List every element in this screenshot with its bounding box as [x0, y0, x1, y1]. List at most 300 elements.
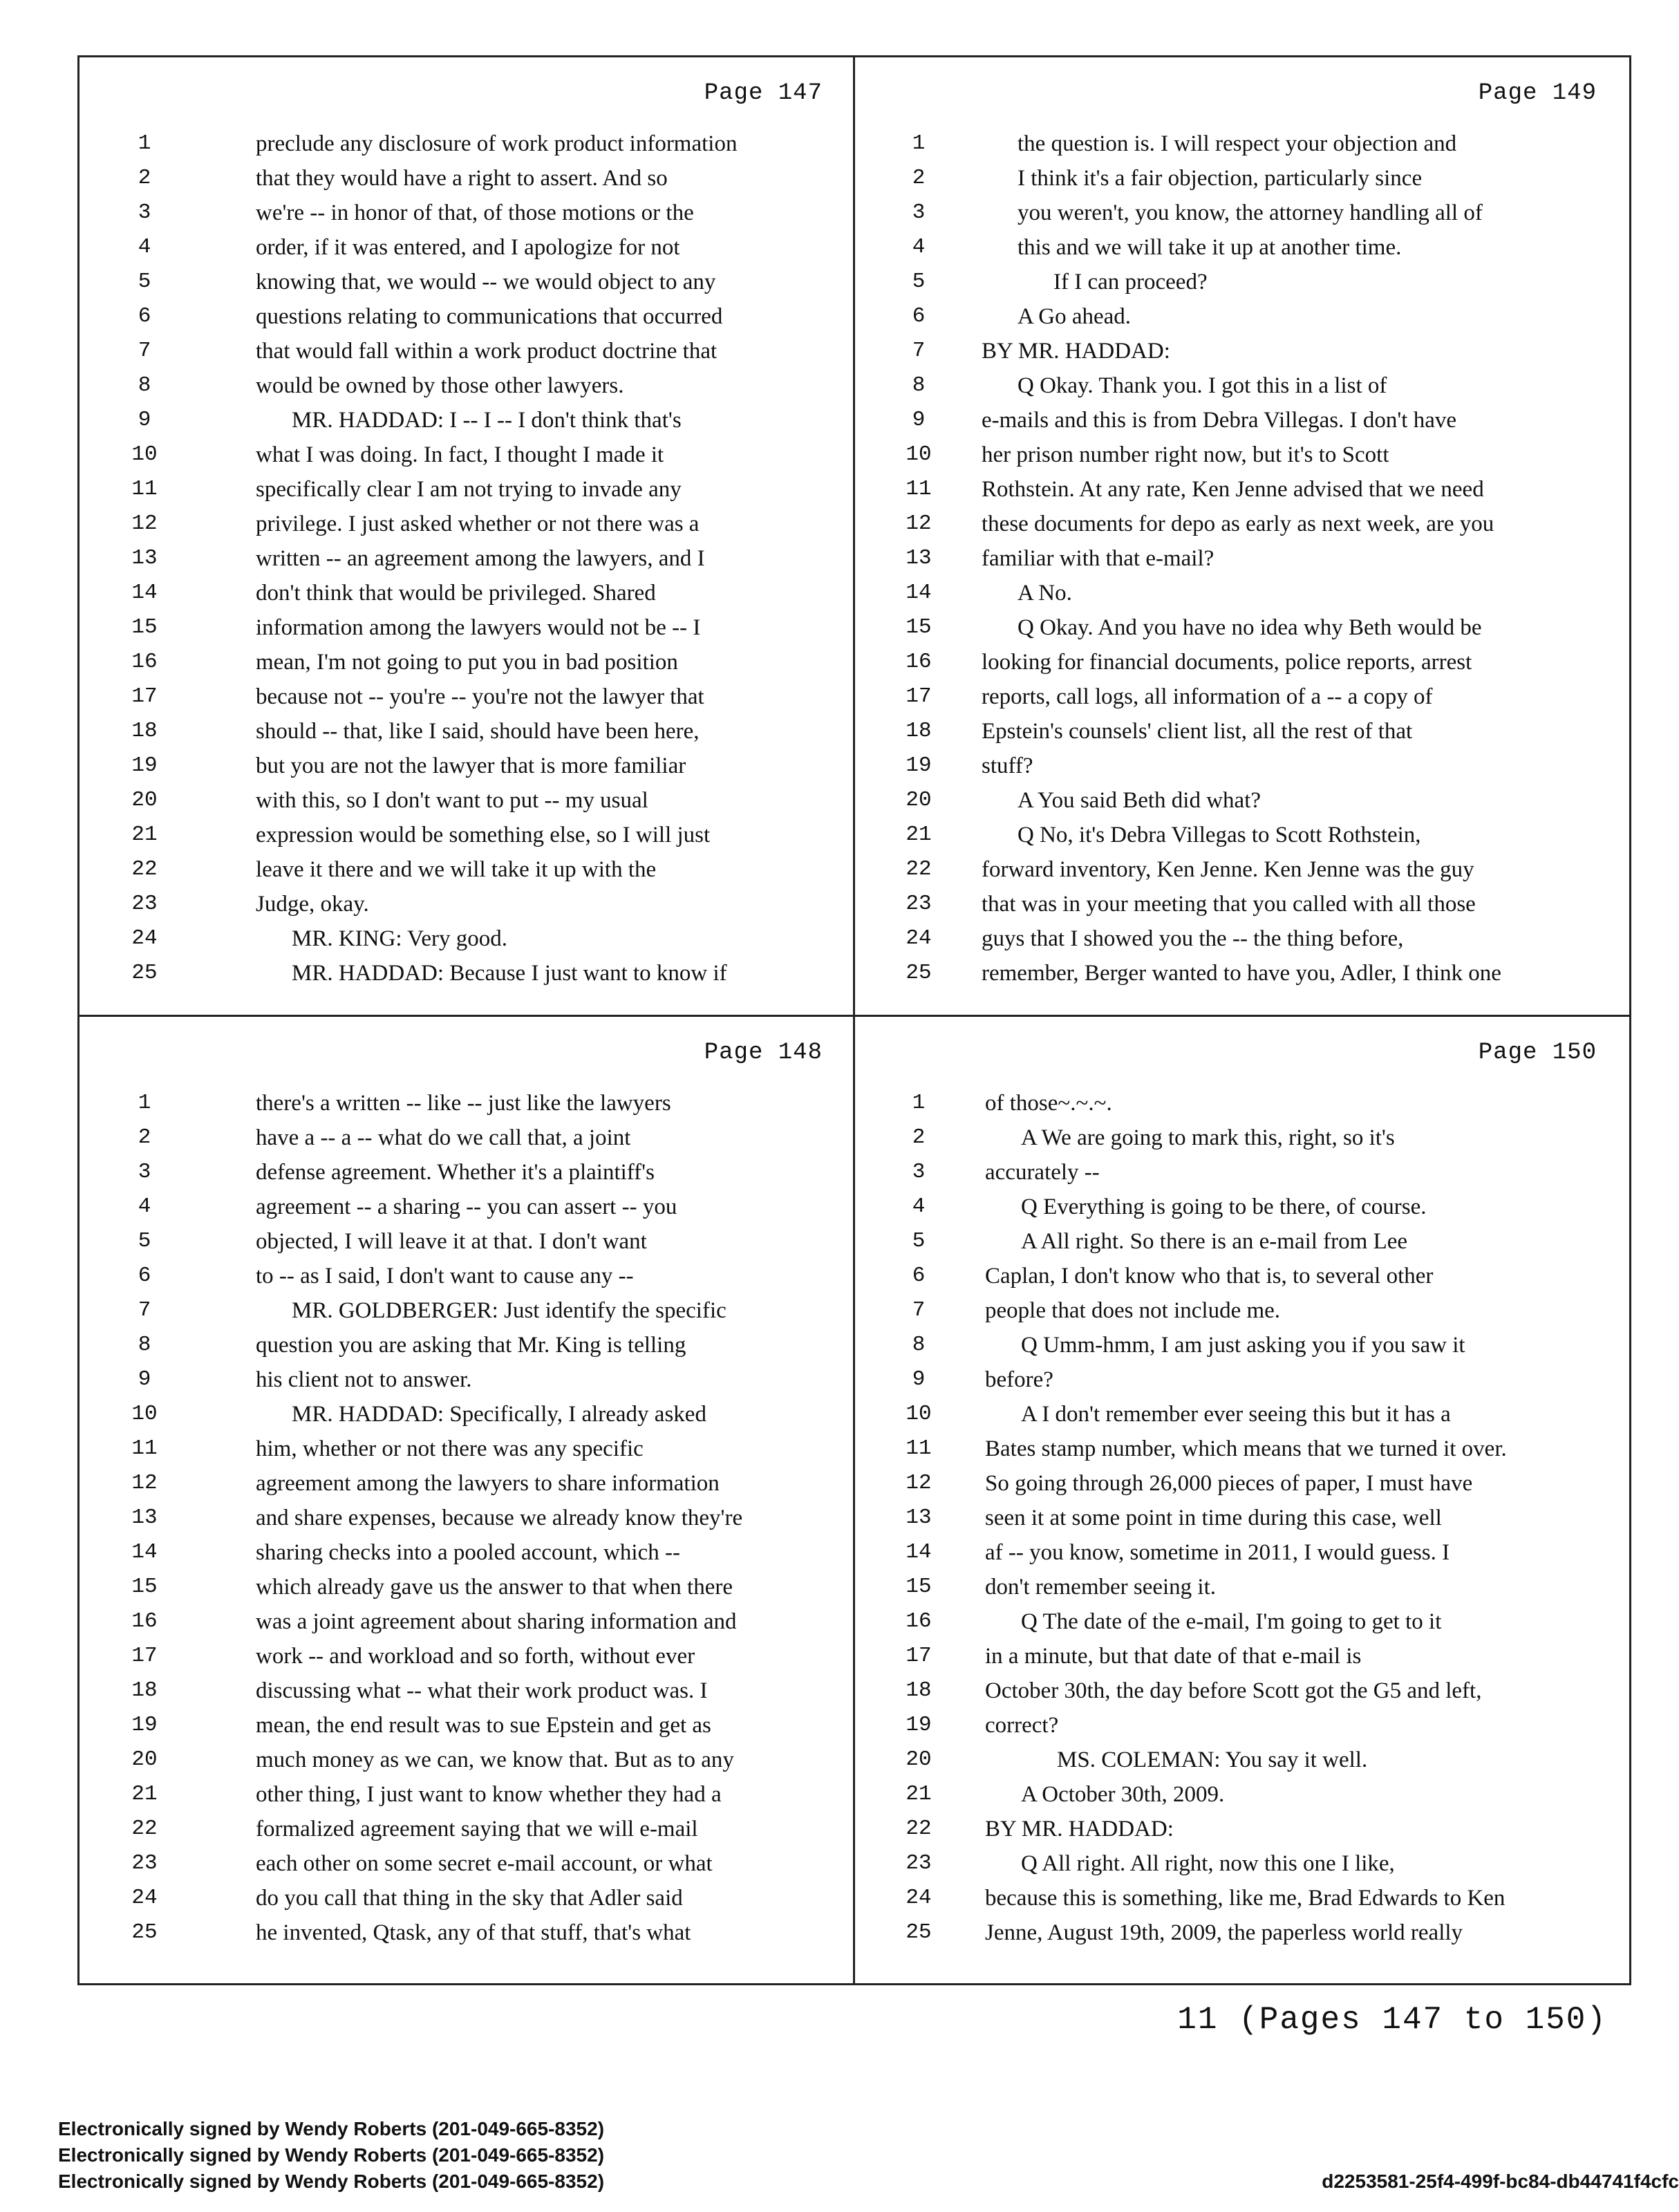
transcript-line	[83, 1606, 850, 1641]
electronic-signature: Electronically signed by Wendy Roberts (201-049-665-8352)	[58, 2118, 605, 2139]
line-number: 14	[131, 581, 158, 605]
transcript-line	[83, 716, 850, 751]
line-number: 3	[138, 200, 151, 225]
line-text: him, whether or not there was any specific	[256, 1436, 644, 1461]
transcript-line	[857, 1606, 1624, 1641]
line-text: BY MR. HADDAD:	[985, 1817, 1174, 1841]
transcript-line	[83, 647, 850, 682]
page-number-label: Page 150	[1478, 1040, 1597, 1066]
line-text: question you are asking that Mr. King is telling	[256, 1333, 686, 1358]
line-text: Epstein's counsels' client list, all the rest of that	[982, 719, 1413, 744]
transcript-line	[83, 301, 850, 336]
line-number: 19	[906, 753, 932, 778]
transcript-line	[857, 1157, 1624, 1192]
transcript-line	[857, 1537, 1624, 1572]
transcript-line	[83, 1226, 850, 1261]
line-number: 14	[906, 581, 932, 605]
line-text: written -- an agreement among the lawyers, and I	[256, 546, 705, 571]
line-number: 20	[131, 1747, 158, 1772]
line-text: which already gave us the answer to that when there	[256, 1575, 733, 1600]
line-text: objected, I will leave it at that. I don't want	[256, 1229, 647, 1254]
line-number: 3	[912, 200, 926, 225]
transcript-line	[83, 1365, 850, 1399]
line-number: 5	[138, 270, 151, 294]
transcript-line	[83, 889, 850, 924]
electronic-signature: Electronically signed by Wendy Roberts (201-049-665-8352)	[58, 2144, 605, 2166]
line-number: 16	[131, 1609, 158, 1633]
line-number: 6	[912, 304, 926, 328]
line-text: MR. GOLDBERGER: Just identify the specific	[292, 1298, 726, 1323]
line-text: there's a written -- like -- just like the lawyers	[256, 1091, 671, 1116]
line-number: 18	[131, 1678, 158, 1703]
transcript-line	[83, 543, 850, 578]
line-number: 15	[906, 1575, 932, 1599]
transcript-line	[857, 820, 1624, 854]
transcript-line	[857, 371, 1624, 405]
line-text: BY MR. HADDAD:	[982, 339, 1170, 364]
line-text: MR. HADDAD: Specifically, I already asked	[292, 1402, 706, 1427]
transcript-line	[857, 129, 1624, 163]
line-number: 8	[912, 373, 926, 397]
transcript-line	[83, 1537, 850, 1572]
transcript-line	[857, 612, 1624, 647]
line-text: Judge, okay.	[256, 892, 369, 917]
line-text: A I don't remember ever seeing this but it has a	[1021, 1402, 1451, 1427]
transcript-line	[857, 1641, 1624, 1676]
transcript-line	[857, 1918, 1624, 1952]
line-number: 17	[906, 684, 932, 709]
line-text: e-mails and this is from Debra Villegas. I don't have	[982, 408, 1457, 433]
transcript-line	[83, 1088, 850, 1123]
line-text: questions relating to communications that occurred	[256, 304, 723, 329]
line-text: to -- as I said, I don't want to cause any --	[256, 1264, 634, 1288]
line-number: 5	[912, 1229, 926, 1253]
line-number: 18	[906, 719, 932, 743]
line-number: 9	[912, 408, 926, 432]
page-range-footer: 11 (Pages 147 to 150)	[1177, 2002, 1607, 2038]
line-text: defense agreement. Whether it's a plaintiff's	[256, 1160, 655, 1185]
line-text: Bates stamp number, which means that we turned it over.	[985, 1436, 1507, 1461]
line-number: 9	[912, 1367, 926, 1391]
line-number: 1	[912, 131, 926, 156]
line-number: 25	[906, 1920, 932, 1944]
transcript-line	[857, 1226, 1624, 1261]
line-number: 1	[912, 1091, 926, 1115]
line-number: 20	[906, 1747, 932, 1772]
line-text: October 30th, the day before Scott got the G5 and left,	[985, 1678, 1482, 1703]
transcript-line	[83, 578, 850, 612]
line-number: 11	[131, 1436, 158, 1461]
transcript-line	[857, 854, 1624, 889]
line-text: A All right. So there is an e-mail from Lee	[1021, 1229, 1408, 1254]
transcript-line	[857, 198, 1624, 232]
transcript-line	[857, 1883, 1624, 1918]
transcript-line	[83, 1503, 850, 1537]
transcript-line	[83, 1468, 850, 1503]
line-text: agreement among the lawyers to share information	[256, 1471, 720, 1496]
transcript-line	[83, 682, 850, 716]
line-number: 20	[906, 788, 932, 812]
line-text: preclude any disclosure of work product information	[256, 131, 738, 156]
line-number: 18	[906, 1678, 932, 1703]
line-text: because this is something, like me, Brad Edwards to Ken	[985, 1886, 1506, 1911]
line-text: Q The date of the e-mail, I'm going to get to it	[1021, 1609, 1442, 1634]
line-text: each other on some secret e-mail account, or what	[256, 1851, 713, 1876]
line-text: other thing, I just want to know whether they had a	[256, 1782, 722, 1807]
line-text: MR. HADDAD: Because I just want to know if	[292, 961, 727, 986]
line-text: but you are not the lawyer that is more familiar	[256, 753, 686, 778]
transcript-line	[83, 371, 850, 405]
line-text: should -- that, like I said, should have been here,	[256, 719, 700, 744]
line-text: specifically clear I am not trying to invade any	[256, 477, 682, 502]
line-number: 22	[131, 857, 158, 881]
line-text: Q Okay. And you have no idea why Beth would be	[1017, 615, 1482, 640]
line-text: people that does not include me.	[985, 1298, 1281, 1323]
line-text: Q Everything is going to be there, of course.	[1021, 1194, 1427, 1219]
transcript-line	[857, 1330, 1624, 1365]
transcript-line	[857, 336, 1624, 371]
line-text: don't remember seeing it.	[985, 1575, 1217, 1600]
line-number: 25	[906, 961, 932, 985]
transcript-line	[857, 1779, 1624, 1814]
line-number: 8	[912, 1333, 926, 1357]
line-text: mean, I'm not going to put you in bad position	[256, 650, 678, 675]
line-text: Jenne, August 19th, 2009, the paperless world really	[985, 1920, 1463, 1945]
line-text: Q Umm-hmm, I am just asking you if you saw it	[1021, 1333, 1465, 1358]
line-number: 16	[906, 650, 932, 674]
transcript-page-147	[83, 62, 850, 1009]
transcript-line	[857, 1848, 1624, 1883]
transcript-line	[857, 1710, 1624, 1745]
line-number: 5	[912, 270, 926, 294]
line-text: these documents for depo as early as next week, are you	[982, 512, 1494, 536]
line-text: because not -- you're -- you're not the lawyer that	[256, 684, 704, 709]
transcript-line	[83, 1192, 850, 1226]
line-text: with this, so I don't want to put -- my usual	[256, 788, 648, 813]
transcript-line	[83, 1676, 850, 1710]
line-text: and share expenses, because we already know they're	[256, 1506, 743, 1530]
transcript-line	[83, 1399, 850, 1434]
line-text: A We are going to mark this, right, so it's	[1021, 1125, 1395, 1150]
transcript-line	[857, 543, 1624, 578]
line-text: Rothstein. At any rate, Ken Jenne advised that we need	[982, 477, 1484, 502]
line-text: work -- and workload and so forth, without ever	[256, 1644, 695, 1669]
transcript-line	[83, 1157, 850, 1192]
line-text: was a joint agreement about sharing information and	[256, 1609, 737, 1634]
line-number: 24	[131, 926, 158, 950]
line-text: MR. HADDAD: I -- I -- I don't think that's	[292, 408, 682, 433]
line-number: 18	[131, 719, 158, 743]
line-number: 3	[912, 1160, 926, 1184]
line-number: 23	[906, 1851, 932, 1875]
line-text: order, if it was entered, and I apologize for not	[256, 235, 680, 260]
line-number: 24	[906, 1886, 932, 1910]
transcript-line	[83, 854, 850, 889]
line-number: 13	[131, 546, 158, 570]
line-number: 22	[906, 1817, 932, 1841]
transcript-line	[857, 1572, 1624, 1606]
line-number: 12	[906, 512, 932, 536]
line-text: in a minute, but that date of that e-mail is	[985, 1644, 1362, 1669]
transcript-line	[857, 1295, 1624, 1330]
transcript-line	[857, 474, 1624, 509]
transcript-line	[83, 1295, 850, 1330]
line-number: 7	[912, 1298, 926, 1322]
line-text: have a -- a -- what do we call that, a joint	[256, 1125, 631, 1150]
transcript-line	[857, 958, 1624, 993]
line-number: 20	[131, 788, 158, 812]
line-number: 17	[131, 1644, 158, 1668]
page-number-label: Page 148	[704, 1040, 823, 1066]
page-number-label: Page 147	[704, 80, 823, 106]
line-text: agreement -- a sharing -- you can assert -- you	[256, 1194, 677, 1219]
line-number: 19	[906, 1713, 932, 1737]
line-text: do you call that thing in the sky that Adler said	[256, 1886, 683, 1911]
transcript-line	[83, 440, 850, 474]
transcript-line	[857, 924, 1624, 958]
line-number: 25	[131, 961, 158, 985]
line-number: 4	[138, 1194, 151, 1219]
line-number: 5	[138, 1229, 151, 1253]
page-number-label: Page 149	[1478, 80, 1597, 106]
line-text: mean, the end result was to sue Epstein and get as	[256, 1713, 711, 1738]
transcript-page-148	[83, 1022, 850, 1969]
line-text: that was in your meeting that you called with all those	[982, 892, 1476, 917]
line-text: forward inventory, Ken Jenne. Ken Jenne was the guy	[982, 857, 1474, 882]
line-number: 11	[906, 1436, 932, 1461]
line-text: her prison number right now, but it's to Scott	[982, 442, 1389, 467]
line-text: much money as we can, we know that. But as to any	[256, 1747, 734, 1772]
transcript-line	[857, 785, 1624, 820]
transcript-line	[83, 1848, 850, 1883]
line-text: of those~.~.~.	[985, 1091, 1112, 1116]
line-number: 17	[131, 684, 158, 709]
transcript-line	[83, 129, 850, 163]
line-number: 16	[906, 1609, 932, 1633]
line-text: before?	[985, 1367, 1053, 1392]
line-number: 10	[131, 1402, 158, 1426]
line-number: 10	[906, 1402, 932, 1426]
line-number: 15	[131, 615, 158, 639]
line-number: 6	[912, 1264, 926, 1288]
transcript-line	[83, 1434, 850, 1468]
transcript-line	[83, 405, 850, 440]
line-number: 9	[138, 408, 151, 432]
line-text: stuff?	[982, 753, 1033, 778]
line-number: 23	[131, 1851, 158, 1875]
transcript-line	[83, 820, 850, 854]
line-text: af -- you know, sometime in 2011, I would guess. I	[985, 1540, 1450, 1565]
transcript-line	[857, 1468, 1624, 1503]
transcript-line	[857, 1365, 1624, 1399]
line-number: 24	[906, 926, 932, 950]
line-number: 3	[138, 1160, 151, 1184]
line-text: leave it there and we will take it up with the	[256, 857, 657, 882]
line-number: 17	[906, 1644, 932, 1668]
transcript-line	[83, 1123, 850, 1157]
line-text: familiar with that e-mail?	[982, 546, 1214, 571]
line-text: knowing that, we would -- we would object to any	[256, 270, 716, 294]
line-text: that they would have a right to assert. And so	[256, 166, 668, 191]
transcript-line	[857, 716, 1624, 751]
transcript-line	[857, 267, 1624, 301]
line-number: 13	[131, 1506, 158, 1530]
line-number: 4	[912, 1194, 926, 1219]
line-text: information among the lawyers would not be -- I	[256, 615, 701, 640]
line-number: 8	[138, 373, 151, 397]
line-number: 6	[138, 1264, 151, 1288]
line-number: 2	[912, 1125, 926, 1150]
transcript-line	[857, 1123, 1624, 1157]
transcript-page-149	[857, 62, 1624, 1009]
transcript-line	[857, 509, 1624, 543]
line-number: 7	[912, 339, 926, 363]
transcript-line	[83, 474, 850, 509]
transcript-line	[83, 751, 850, 785]
transcript-line	[857, 440, 1624, 474]
line-number: 15	[131, 1575, 158, 1599]
line-number: 8	[138, 1333, 151, 1357]
transcript-line	[83, 198, 850, 232]
transcript-line	[83, 785, 850, 820]
transcript-line	[857, 405, 1624, 440]
transcript-line	[857, 1088, 1624, 1123]
line-number: 19	[131, 1713, 158, 1737]
line-number: 2	[138, 166, 151, 190]
transcript-line	[857, 889, 1624, 924]
transcript-line	[83, 1814, 850, 1848]
line-number: 4	[138, 235, 151, 259]
line-text: A You said Beth did what?	[1017, 788, 1261, 813]
transcript-line	[857, 1192, 1624, 1226]
line-text: he invented, Qtask, any of that stuff, that's what	[256, 1920, 691, 1945]
line-number: 4	[912, 235, 926, 259]
transcript-line	[857, 301, 1624, 336]
line-text: A Go ahead.	[1017, 304, 1132, 329]
transcript-line	[83, 232, 850, 267]
transcript-line	[83, 1641, 850, 1676]
line-text: privilege. I just asked whether or not there was a	[256, 512, 700, 536]
line-number: 2	[138, 1125, 151, 1150]
transcript-line	[83, 612, 850, 647]
transcript-line	[83, 924, 850, 958]
line-text: looking for financial documents, police reports, arrest	[982, 650, 1472, 675]
line-text: would be owned by those other lawyers.	[256, 373, 624, 398]
line-text: his client not to answer.	[256, 1367, 472, 1392]
transcript-line	[83, 958, 850, 993]
line-text: Q No, it's Debra Villegas to Scott Rothstein,	[1017, 823, 1421, 847]
line-text: discussing what -- what their work product was. I	[256, 1678, 708, 1703]
line-text: Q All right. All right, now this one I like,	[1021, 1851, 1395, 1876]
transcript-line	[83, 1745, 850, 1779]
line-number: 7	[138, 1298, 151, 1322]
line-text: remember, Berger wanted to have you, Adler, I think one	[982, 961, 1501, 986]
line-text: we're -- in honor of that, of those motions or the	[256, 200, 694, 225]
line-number: 23	[906, 892, 932, 916]
transcript-line	[83, 267, 850, 301]
line-number: 22	[131, 1817, 158, 1841]
transcript-line	[857, 1745, 1624, 1779]
transcript-line	[857, 1814, 1624, 1848]
transcript-line	[857, 1261, 1624, 1295]
line-text: what I was doing. In fact, I thought I made it	[256, 442, 664, 467]
transcript-line	[857, 1676, 1624, 1710]
line-text: Q Okay. Thank you. I got this in a list of	[1017, 373, 1387, 398]
line-text: I think it's a fair objection, particularly since	[1017, 166, 1423, 191]
line-text: that would fall within a work product doctrine that	[256, 339, 717, 364]
line-text: So going through 26,000 pieces of paper, I must have	[985, 1471, 1473, 1496]
transcript-line	[857, 1503, 1624, 1537]
line-number: 21	[906, 1782, 932, 1806]
line-number: 22	[906, 857, 932, 881]
line-number: 7	[138, 339, 151, 363]
column-divider	[853, 57, 855, 1983]
line-number: 10	[131, 442, 158, 467]
transcript-line	[83, 1883, 850, 1918]
line-text: sharing checks into a pooled account, which --	[256, 1540, 680, 1565]
transcript-line	[857, 1434, 1624, 1468]
line-number: 9	[138, 1367, 151, 1391]
line-text: A No.	[1017, 581, 1072, 606]
line-number: 12	[131, 512, 158, 536]
line-number: 12	[906, 1471, 932, 1495]
line-number: 13	[906, 1506, 932, 1530]
line-number: 21	[906, 823, 932, 847]
line-number: 16	[131, 650, 158, 674]
transcript-line	[857, 1399, 1624, 1434]
line-number: 11	[906, 477, 932, 501]
transcript-line	[857, 751, 1624, 785]
line-text: correct?	[985, 1713, 1059, 1738]
line-text: MS. COLEMAN: You say it well.	[1057, 1747, 1368, 1772]
transcript-line	[857, 578, 1624, 612]
transcript-page-150	[857, 1022, 1624, 1969]
line-number: 12	[131, 1471, 158, 1495]
electronic-signature: Electronically signed by Wendy Roberts (201-049-665-8352)	[58, 2171, 605, 2192]
transcript-line	[83, 1710, 850, 1745]
line-number: 24	[131, 1886, 158, 1910]
line-text: Caplan, I don't know who that is, to several other	[985, 1264, 1434, 1288]
line-text: expression would be something else, so I will just	[256, 823, 711, 847]
line-number: 1	[138, 1091, 151, 1115]
document-id: d2253581-25f4-499f-bc84-db44741f4cfc	[1322, 2171, 1679, 2192]
line-number: 11	[131, 477, 158, 501]
transcript-line	[83, 1779, 850, 1814]
transcript-line	[857, 682, 1624, 716]
line-number: 14	[131, 1540, 158, 1564]
line-text: guys that I showed you the -- the thing before,	[982, 926, 1404, 951]
transcript-line	[83, 1330, 850, 1365]
transcript-line	[83, 509, 850, 543]
line-number: 2	[912, 166, 926, 190]
line-text: formalized agreement saying that we will e-mail	[256, 1817, 698, 1841]
line-number: 15	[906, 615, 932, 639]
line-number: 25	[131, 1920, 158, 1944]
transcript-line	[83, 336, 850, 371]
line-text: If I can proceed?	[1053, 270, 1208, 294]
transcript-line	[857, 647, 1624, 682]
transcript-line	[857, 232, 1624, 267]
line-text: A October 30th, 2009.	[1021, 1782, 1225, 1807]
line-text: accurately --	[985, 1160, 1100, 1185]
line-text: reports, call logs, all information of a -- a copy of	[982, 684, 1433, 709]
transcript-line	[83, 1261, 850, 1295]
line-text: you weren't, you know, the attorney handling all of	[1017, 200, 1483, 225]
line-text: don't think that would be privileged. Shared	[256, 581, 656, 606]
line-text: MR. KING: Very good.	[292, 926, 507, 951]
line-number: 10	[906, 442, 932, 467]
line-number: 21	[131, 823, 158, 847]
